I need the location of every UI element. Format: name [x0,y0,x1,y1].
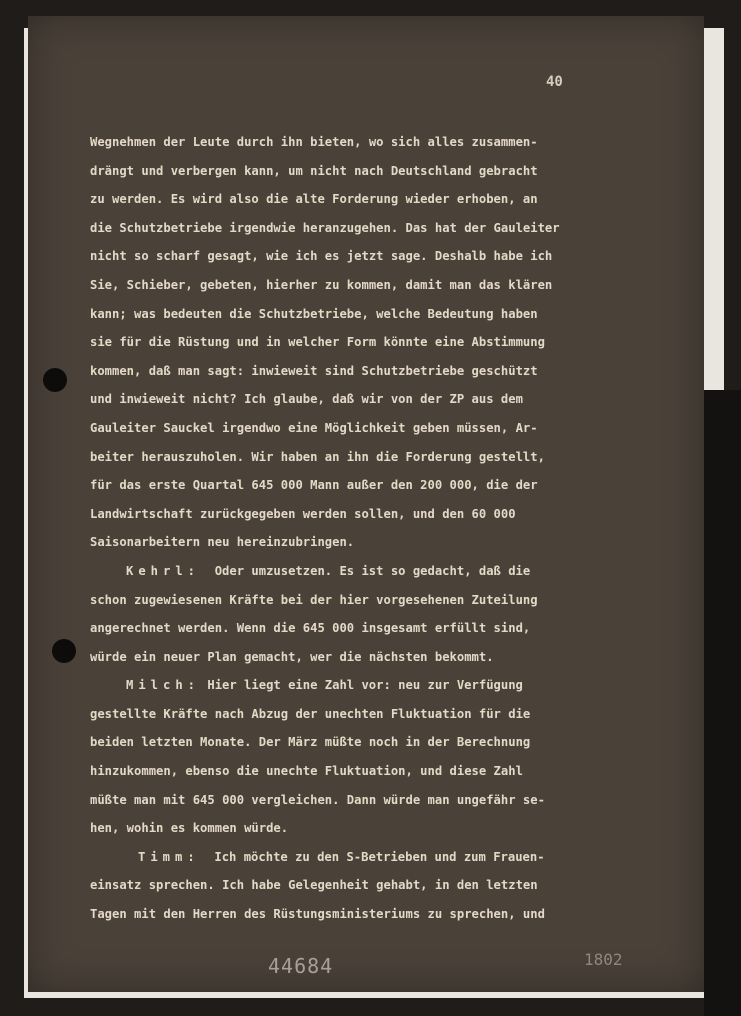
document-stamp: 44684 [268,954,334,978]
body-line: einsatz sprechen. Ich habe Gelegenheit gehabt, in den letzten [90,878,538,893]
body-line: müßte man mit 645 000 vergleichen. Dann würde man ungefähr se- [90,792,545,807]
body-line: würde ein neuer Plan gemacht, wer die nächsten bekommt. [90,649,494,664]
body-line: angerechnet werden. Wenn die 645 000 insgesamt erfüllt sind, [90,621,531,636]
body-line: sie für die Rüstung und in welcher Form könnte eine Abstimmung [90,335,545,350]
body-line: Oder umzusetzen. Es ist so gedacht, daß die [214,563,531,578]
body-line: und inwieweit nicht? Ich glaube, daß wir von der ZP aus dem [90,392,523,407]
body-line: die Schutzbetriebe irgendwie heranzugehen. Das hat der Gauleiter [90,220,560,235]
body-line: beiter herauszuholen. Wir haben an ihn die Forderung gestellt, [90,449,545,464]
scan-shadow [704,390,741,1016]
body-line: gestellte Kräfte nach Abzug der unechten Fluktuation für die [90,706,531,721]
body-line: Sie, Schieber, gebeten, hierher zu kommen, damit man das klären [90,277,553,292]
body-line: Landwirtschaft zurückgegeben werden sollen, und den 60 000 [90,506,516,521]
document-body [90,128,630,929]
body-line: zu werden. Es wird also die alte Forderung wieder erhoben, an [90,192,538,207]
body-line: für das erste Quartal 645 000 Mann außer den 200 000, die der [90,478,538,493]
body-line: beiden letzten Monate. Der März müßte noch in der Berechnung [90,735,531,750]
speaker-line [90,557,630,586]
body-line: kann; was bedeuten die Schutzbetriebe, welche Bedeutung haben [90,306,538,321]
body-line: Gauleiter Sauckel irgendwo eine Möglichkeit geben müssen, Ar- [90,420,538,435]
speaker-kehrl: Kehrl: [126,563,201,578]
body-line: Wegnehmen der Leute durch ihn bieten, wo sich alles zusammen- [90,135,538,149]
body-line: schon zugewiesenen Kräfte bei der hier vorgesehenen Zuteilung [90,592,538,607]
speaker-timm: Timm: [138,849,200,864]
body-line: Ich möchte zu den S-Betrieben und zum Frauen- [214,849,545,864]
body-line: Tagen mit den Herren des Rüstungsministeriums zu sprechen, und [90,907,545,922]
speaker-line [90,671,630,700]
body-line: hen, wohin es kommen würde. [90,821,289,836]
body-line: Saisonarbeitern neu hereinzubringen. [90,535,355,550]
punch-hole [52,639,76,663]
archive-number: 1802 [584,950,623,969]
body-line: drängt und verbergen kann, um nicht nach Deutschland gebracht [90,163,538,178]
body-line: Hier liegt eine Zahl vor: neu zur Verfügung [207,678,523,693]
body-line: hinzukommen, ebenso die unechte Fluktuation, und diese Zahl [90,764,523,779]
page-number: 40 [546,74,563,90]
body-line: nicht so scharf gesagt, wie ich es jetzt sage. Deshalb habe ich [90,249,553,264]
body-line: kommen, daß man sagt: inwieweit sind Schutzbetriebe geschützt [90,363,538,378]
speaker-line [90,843,630,872]
speaker-milch: Milch: [126,678,201,693]
punch-hole [43,368,67,392]
